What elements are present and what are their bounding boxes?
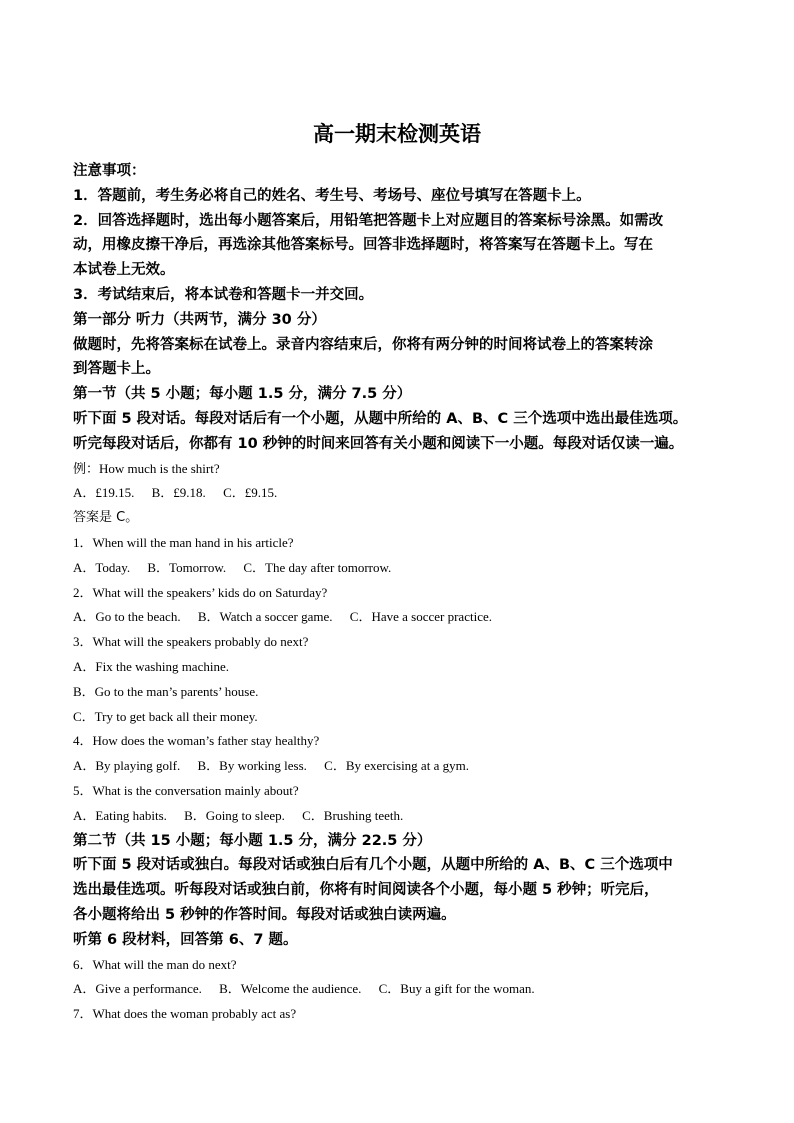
section1-heading: 第一节（共 5 小题；每小题 1.5 分，满分 7.5 分） [73, 386, 412, 403]
option-a: A．£19.15. [73, 485, 135, 501]
notice-line: 动，用橡皮擦干净后，再选涂其他答案标号。回答非选择题时，将答案写在答题卡上。写在 [73, 237, 653, 254]
notice-line: 1．答题前，考生务必将自己的姓名、考生号、考场号、座位号填写在答题卡上。 [73, 187, 591, 204]
option-b: B．Go to the man’s parents’ house. [73, 683, 259, 699]
section1-intro-line: 听下面 5 段对话。每段对话后有一个小题，从题中所给的 A、B、C 三个选项中选出最佳选项。 [73, 410, 688, 427]
option-a: A．Go to the beach. [73, 609, 181, 625]
option-b: B．£9.18. [151, 485, 206, 501]
part1-heading: 第一部分 听力（共两节，满分 30 分） [73, 311, 326, 328]
option-c: C．Have a soccer practice. [349, 609, 492, 625]
option-a: A．Today. [73, 559, 131, 575]
option-c: C．By exercising at a gym. [324, 758, 469, 774]
option-b: B．Going to sleep. [184, 807, 285, 823]
question-5-options [73, 804, 725, 829]
option-a: A．By playing golf. [73, 758, 181, 774]
question-1: 1．When will the man hand in his article? [73, 534, 294, 550]
option-b: B．Welcome the audience. [219, 981, 362, 997]
section2-intro-line: 听下面 5 段对话或独白。每段对话或独白后有几个小题，从题中所给的 A、B、C 三个选项中 [73, 857, 673, 874]
section2-heading: 第二节（共 15 小题；每小题 1.5 分，满分 22.5 分） [73, 832, 432, 849]
option-c: C．£9.15. [223, 485, 278, 501]
option-a: A．Fix the washing machine. [73, 658, 229, 674]
option-b: B．By working less. [197, 758, 307, 774]
notice-line: 2．回答选择题时，选出每小题答案后，用铅笔把答题卡上对应题目的答案标号涂黑。如需改 [73, 212, 664, 229]
option-c: C．Buy a gift for the woman. [378, 981, 535, 997]
option-c: C．Brushing teeth. [302, 807, 404, 823]
option-c: C．Try to get back all their money. [73, 708, 258, 724]
option-b: B．Tomorrow. [147, 559, 227, 575]
question-7: 7．What does the woman probably act as? [73, 1006, 297, 1022]
option-b: B．Watch a soccer game. [197, 609, 333, 625]
example-question: 例：How much is the shirt? [73, 460, 220, 476]
question-2-options [73, 605, 725, 630]
section2-intro-line: 选出最佳选项。听每段对话或独白前，你将有时间阅读各个小题，每小题 5 秒钟；听完后， [73, 882, 659, 899]
part1-intro-line: 做题时，先将答案标在试卷上。录音内容结束后，你将有两分钟的时间将试卷上的答案转涂 [73, 336, 653, 353]
part1-intro-line: 到答题卡上。 [73, 361, 160, 378]
question-4-options [73, 754, 725, 779]
question-6: 6．What will the man do next? [73, 956, 237, 972]
question-4: 4．How does the woman’s father stay healthy? [73, 733, 320, 749]
option-c: C．The day after tomorrow. [243, 559, 392, 575]
option-a: A．Give a performance. [73, 981, 202, 997]
section1-intro-line: 听完每段对话后，你都有 10 秒钟的时间来回答有关小题和阅读下一小题。每段对话仅读一遍。 [73, 435, 684, 452]
option-a: A．Eating habits. [73, 807, 167, 823]
material6-heading: 听第 6 段材料，回答第 6、7 题。 [73, 931, 298, 948]
question-6-options [73, 977, 725, 1002]
notice-line: 3．考试结束后，将本试卷和答题卡一并交回。 [73, 286, 374, 303]
question-2: 2．What will the speakers’ kids do on Saturday? [73, 584, 328, 600]
question-3: 3．What will the speakers probably do next? [73, 634, 309, 650]
exam-content [73, 159, 725, 1027]
notice-line: 本试卷上无效。 [73, 262, 175, 279]
section2-intro-line: 各小题将给出 5 秒钟的作答时间。每段对话或独白读两遍。 [73, 906, 456, 923]
example-answer: 答案是 C。 [73, 510, 139, 526]
notice-heading: 注意事项： [73, 163, 146, 179]
question-5: 5．What is the conversation mainly about? [73, 782, 299, 798]
page-title: 高一期末检测英语 [313, 121, 481, 146]
question-1-options [73, 556, 725, 581]
example-options [73, 481, 725, 506]
